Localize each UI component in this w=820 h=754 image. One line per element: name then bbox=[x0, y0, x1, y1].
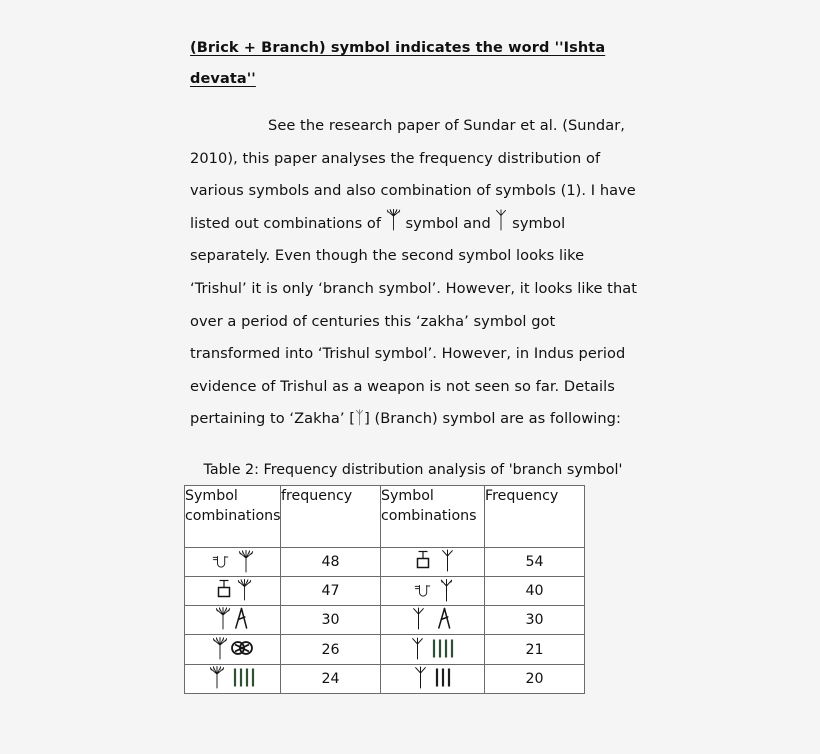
column-header-frequency-right: Frequency bbox=[485, 485, 585, 547]
frequency-cell: 40 bbox=[485, 576, 585, 605]
symbol-combination-cell bbox=[185, 635, 281, 665]
symbol-combination-cell bbox=[381, 635, 485, 665]
frequency-cell: 20 bbox=[485, 664, 585, 694]
branch-fan-symbol-icon bbox=[215, 607, 231, 630]
page-title-line-1: (Brick + Branch) symbol indicates the word ''Ishta bbox=[190, 40, 606, 56]
branch-trident-symbol-icon bbox=[414, 666, 427, 689]
branch-trident-symbol-icon bbox=[441, 549, 454, 572]
three-strokes-glyph-icon bbox=[434, 667, 452, 688]
frequency-cell: 47 bbox=[281, 576, 381, 605]
frequency-cell: 48 bbox=[281, 547, 381, 576]
symbol-pair bbox=[212, 635, 254, 661]
paragraph-segment-3: symbol separately. Even though the second symbol looks like ‘Trishul’ it is only ‘branch symbol’. However, it looks like that over a period of centuries this ‘zakha’ symbol got transformed into ‘Trishul symbol’. However, in Indus period evidence of Trishul as a weapon is not seen so far. Details pertaining to ‘Zakha’ [ bbox=[190, 214, 638, 428]
paragraph-segment-4: ] (Branch) symbol are as following: bbox=[364, 410, 621, 428]
square-on-stem-glyph-icon bbox=[213, 579, 235, 601]
branch-fan-symbol-icon bbox=[386, 209, 401, 231]
frequency-cell: 54 bbox=[485, 547, 585, 576]
symbol-pair bbox=[413, 577, 453, 603]
square-on-stem-glyph-icon bbox=[412, 550, 434, 572]
frequency-cell: 30 bbox=[281, 605, 381, 635]
branch-small-symbol-icon bbox=[355, 409, 364, 426]
branch-trident-symbol-icon bbox=[412, 607, 425, 630]
symbol-combination-cell bbox=[185, 664, 281, 694]
branch-trident-symbol-icon bbox=[440, 579, 453, 602]
man-legs-glyph-icon bbox=[233, 607, 250, 630]
table-row bbox=[185, 635, 585, 665]
symbol-combination-cell bbox=[381, 547, 485, 576]
paragraph-segment-2: symbol and bbox=[400, 214, 496, 232]
column-header-frequency-left: frequency bbox=[281, 485, 381, 547]
frequency-cell: 21 bbox=[485, 635, 585, 665]
cup-with-ticks-glyph-icon bbox=[211, 551, 231, 571]
page-title bbox=[0, 0, 820, 95]
symbol-combination-cell bbox=[185, 547, 281, 576]
frequency-cell: 30 bbox=[485, 605, 585, 635]
table-header-row bbox=[185, 485, 585, 547]
branch-trident-symbol-icon bbox=[495, 209, 507, 231]
paragraph-segment-1: See the research paper of Sundar et al. (Sundar, 2010), this paper analyses the frequency distribution of various symbols and also combination of symbols (1). I have listed out combinations of bbox=[190, 117, 636, 232]
symbol-pair bbox=[414, 665, 452, 691]
symbol-combination-cell bbox=[381, 576, 485, 605]
symbol-pair bbox=[209, 665, 256, 691]
four-strokes-glyph-icon bbox=[431, 638, 455, 659]
table-row bbox=[185, 547, 585, 576]
symbol-pair bbox=[211, 548, 254, 574]
table-row bbox=[185, 605, 585, 635]
symbol-combination-cell bbox=[381, 664, 485, 694]
table-row bbox=[185, 664, 585, 694]
body-paragraph bbox=[0, 95, 820, 436]
column-header-symbol-combinations-right: Symbol combinations bbox=[381, 485, 485, 547]
branch-fan-symbol-icon bbox=[212, 637, 228, 660]
cup-with-ticks-glyph-icon bbox=[413, 580, 433, 600]
frequency-cell: 26 bbox=[281, 635, 381, 665]
symbol-pair bbox=[215, 606, 250, 632]
symbol-combination-cell bbox=[185, 576, 281, 605]
symbol-pair bbox=[412, 606, 453, 632]
symbol-combination-cell bbox=[381, 605, 485, 635]
column-header-symbol-combinations-left: Symbol combinations bbox=[185, 485, 281, 547]
page-title-line-2: devata'' bbox=[190, 71, 256, 87]
branch-fan-symbol-icon bbox=[237, 579, 252, 601]
table-row bbox=[185, 576, 585, 605]
frequency-table bbox=[184, 485, 585, 695]
symbol-combination-cell bbox=[185, 605, 281, 635]
branch-fan-symbol-icon bbox=[209, 666, 225, 689]
man-legs-glyph-icon bbox=[436, 607, 453, 630]
double-loop-knot-glyph-icon bbox=[230, 637, 254, 659]
four-strokes-glyph-icon bbox=[232, 667, 256, 688]
symbol-pair bbox=[411, 635, 455, 661]
symbol-pair bbox=[412, 548, 454, 574]
table-caption: Table 2: Frequency distribution analysis of 'branch symbol' bbox=[203, 461, 623, 478]
symbol-pair bbox=[213, 577, 252, 603]
branch-trident-symbol-icon bbox=[411, 637, 424, 660]
branch-fan-symbol-icon bbox=[238, 550, 254, 573]
frequency-cell: 24 bbox=[281, 664, 381, 694]
